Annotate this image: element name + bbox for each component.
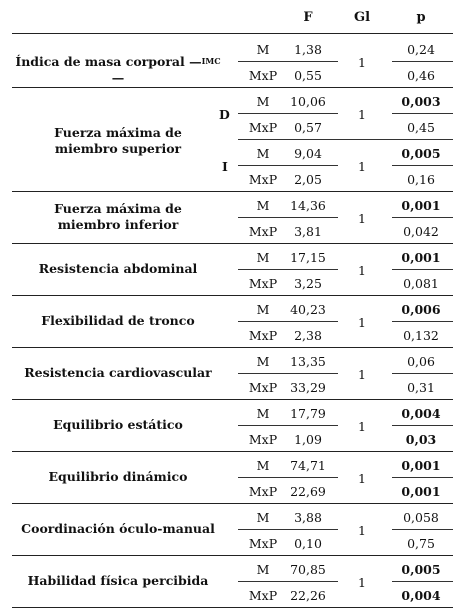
midrule (238, 477, 338, 478)
midrule (392, 581, 453, 582)
midrule (392, 321, 453, 322)
f-value: 0,57 (294, 120, 322, 135)
row-label-ft: Flexibilidad de tronco (41, 313, 195, 328)
cond-m: M (256, 510, 270, 525)
cond-mxp: MxP (248, 432, 278, 447)
cond-m: M (256, 562, 270, 577)
cond-mxp: MxP (248, 68, 278, 83)
p-value: 0,31 (407, 380, 435, 395)
rule-ra (12, 295, 453, 296)
row-label-ee: Equilibrio estático (53, 417, 183, 432)
f-value: 10,06 (290, 94, 326, 109)
dash-left: — (189, 54, 202, 69)
cond-mxp: MxP (248, 224, 278, 239)
rule-fms (12, 191, 453, 192)
f-value: 0,10 (294, 536, 322, 551)
midrule (238, 217, 338, 218)
midrule-side (238, 139, 453, 140)
p-value: 0,081 (403, 276, 439, 291)
p-value: 0,058 (403, 510, 439, 525)
p-value: 0,75 (407, 536, 435, 551)
rule-ft (12, 347, 453, 348)
midrule (392, 477, 453, 478)
p-value: 0,003 (401, 94, 441, 109)
f-value: 17,79 (290, 406, 326, 421)
midrule (238, 373, 338, 374)
f-value: 40,23 (290, 302, 326, 317)
midrule (238, 321, 338, 322)
gl-value: 1 (358, 211, 366, 226)
imc-abbrev: IMC (201, 56, 221, 66)
p-value: 0,042 (403, 224, 439, 239)
side-i: I (222, 159, 228, 174)
midrule (238, 61, 338, 62)
gl-value: 1 (358, 367, 366, 382)
midrule (238, 165, 338, 166)
rule-fmi (12, 243, 453, 244)
cond-m: M (256, 94, 270, 109)
p-value: 0,006 (401, 302, 441, 317)
f-value: 1,09 (294, 432, 322, 447)
cond-mxp: MxP (248, 172, 278, 187)
cond-m: M (256, 42, 270, 57)
p-value: 0,03 (405, 432, 437, 447)
p-value: 0,24 (407, 42, 435, 57)
row-label-imc (12, 53, 224, 86)
gl-value: 1 (358, 471, 366, 486)
row-label-rc: Resistencia cardiovascular (24, 365, 212, 380)
f-value: 17,15 (290, 250, 326, 265)
midrule (238, 529, 338, 530)
rule-bottom (12, 607, 453, 608)
cond-m: M (256, 406, 270, 421)
cond-mxp: MxP (248, 380, 278, 395)
midrule (392, 425, 453, 426)
f-value: 3,81 (294, 224, 322, 239)
p-value: 0,005 (401, 562, 441, 577)
header-p: p (416, 10, 426, 25)
rule-imc (12, 87, 453, 88)
p-value: 0,004 (401, 406, 441, 421)
row-label-fmi (12, 201, 224, 233)
p-value: 0,06 (407, 354, 435, 369)
midrule (392, 61, 453, 62)
p-value: 0,45 (407, 120, 435, 135)
cond-mxp: MxP (248, 328, 278, 343)
f-value: 9,04 (294, 146, 322, 161)
rule-ee (12, 451, 453, 452)
midrule (238, 269, 338, 270)
p-value: 0,004 (401, 588, 441, 603)
midrule (238, 425, 338, 426)
row-label-ra: Resistencia abdominal (38, 261, 198, 276)
header-f: F (303, 10, 313, 25)
rule-ed (12, 503, 453, 504)
cond-m: M (256, 458, 270, 473)
gl-value: 1 (358, 523, 366, 538)
header-gl: Gl (353, 10, 371, 25)
f-value: 2,38 (294, 328, 322, 343)
p-value: 0,132 (403, 328, 439, 343)
p-value: 0,005 (401, 146, 441, 161)
f-value: 22,69 (290, 484, 326, 499)
rule-com (12, 555, 453, 556)
p-value: 0,001 (401, 458, 441, 473)
cond-m: M (256, 302, 270, 317)
f-value: 2,05 (294, 172, 322, 187)
dash-right: — (111, 70, 125, 85)
label-line2: miembro inferior (57, 217, 179, 232)
f-value: 33,29 (290, 380, 326, 395)
cond-mxp: MxP (248, 588, 278, 603)
label-line2: miembro superior (54, 141, 182, 156)
f-value: 1,38 (294, 42, 322, 57)
gl-value: 1 (358, 575, 366, 590)
rule-rc (12, 399, 453, 400)
f-value: 22,26 (290, 588, 326, 603)
gl-value: 1 (358, 159, 366, 174)
label-text: Índica de masa corporal (15, 54, 185, 69)
gl-value: 1 (358, 263, 366, 278)
cond-m: M (256, 250, 270, 265)
gl-value: 1 (358, 55, 366, 70)
gl-value: 1 (358, 419, 366, 434)
midrule (392, 165, 453, 166)
f-value: 70,85 (290, 562, 326, 577)
label-line1: Fuerza máxima de (54, 125, 182, 140)
f-value: 13,35 (290, 354, 326, 369)
f-value: 0,55 (294, 68, 322, 83)
cond-mxp: MxP (248, 120, 278, 135)
midrule (392, 217, 453, 218)
row-label-ed: Equilibrio dinámico (48, 469, 188, 484)
row-label-com: Coordinación óculo-manual (21, 521, 215, 536)
midrule (392, 269, 453, 270)
cond-m: M (256, 354, 270, 369)
midrule (238, 113, 338, 114)
row-label-fms (12, 125, 224, 157)
gl-value: 1 (358, 107, 366, 122)
p-value: 0,001 (401, 484, 441, 499)
cond-m: M (256, 198, 270, 213)
midrule (392, 529, 453, 530)
side-d: D (219, 107, 230, 122)
f-value: 3,25 (294, 276, 322, 291)
midrule (238, 581, 338, 582)
p-value: 0,46 (407, 68, 435, 83)
midrule (392, 373, 453, 374)
midrule (392, 113, 453, 114)
cond-mxp: MxP (248, 276, 278, 291)
cond-m: M (256, 146, 270, 161)
p-value: 0,001 (401, 250, 441, 265)
f-value: 14,36 (290, 198, 326, 213)
p-value: 0,001 (401, 198, 441, 213)
cond-mxp: MxP (248, 484, 278, 499)
rule-top (12, 33, 453, 34)
gl-value: 1 (358, 315, 366, 330)
label-line1: Fuerza máxima de (54, 201, 182, 216)
f-value: 3,88 (294, 510, 322, 525)
p-value: 0,16 (407, 172, 435, 187)
cond-mxp: MxP (248, 536, 278, 551)
row-label-hfp: Habilidad física percibida (27, 573, 209, 588)
f-value: 74,71 (290, 458, 326, 473)
